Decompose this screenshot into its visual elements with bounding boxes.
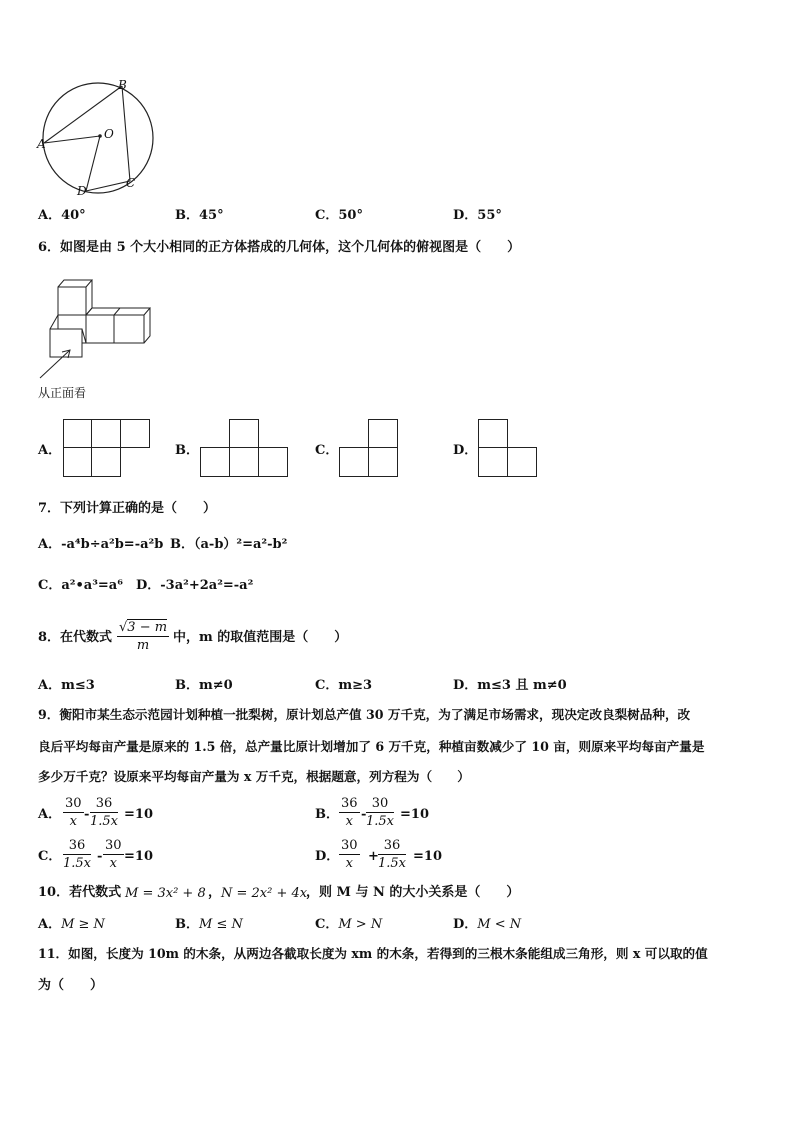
q9-b-op: - bbox=[361, 807, 367, 822]
fraction-denominator: m bbox=[136, 638, 150, 653]
q6-option-a-letter: A． bbox=[38, 443, 62, 458]
q7-stem: 7．下列计算正确的是（ ） bbox=[38, 501, 217, 516]
q9-a-rhs: =10 bbox=[124, 807, 153, 822]
q8-stem-after: 中，m 的取值范围是（ ） bbox=[173, 630, 348, 645]
q9-a-op: - bbox=[84, 807, 90, 822]
q9-b-rhs: =10 bbox=[400, 807, 429, 822]
q10-expr-n: N = 2x² + 4x bbox=[221, 886, 308, 901]
q8-option-a: A．m≤3 bbox=[38, 678, 95, 693]
label-c: C bbox=[126, 176, 136, 190]
q10-option-a: A．M ≥ N bbox=[38, 917, 105, 932]
q5-option-c: C．50° bbox=[315, 208, 363, 223]
q6-option-b-letter: B． bbox=[175, 443, 199, 458]
label-o: O bbox=[104, 127, 114, 141]
q8-sqrt-fraction bbox=[117, 620, 169, 653]
q6-option-c-letter: C． bbox=[315, 443, 339, 458]
q5-option-d: D．55° bbox=[453, 208, 502, 223]
label-a: A bbox=[37, 137, 46, 151]
q9-line-2: 良后平均每亩产量是原来的 1.5 倍，总产量比原计划增加了 6 万千克，种植亩数减少了 10 亩，则原来平均每亩产量是 bbox=[38, 739, 705, 754]
q7-option-d: D．-3a²+2a²=-a² bbox=[136, 578, 254, 593]
q9-c-frac-1: $\frac{36}{1.5x}$ bbox=[63, 838, 92, 871]
q10-option-c: C．M > N bbox=[315, 917, 383, 932]
q11-line-2: 为（ ） bbox=[38, 978, 104, 993]
q9-line-3: 多少万千克？设原来平均每亩产量为 x 万千克，根据题意，列方程为（ ） bbox=[38, 769, 470, 784]
q9-option-d-letter: D． bbox=[315, 849, 340, 864]
cubes-drawing bbox=[44, 270, 164, 380]
q9-a-frac-1: $\frac{30}{x}$ bbox=[65, 796, 82, 829]
q8-option-d: D．m≤3 且 m≠0 bbox=[453, 678, 567, 693]
q9-a-frac-2: $\frac{36}{1.5x}$ bbox=[90, 796, 119, 829]
q9-c-frac-2: $\frac{30}{x}$ bbox=[105, 838, 122, 871]
q9-option-a-letter: A． bbox=[38, 807, 62, 822]
label-d: D bbox=[77, 184, 87, 198]
q5-option-b: B．45° bbox=[175, 208, 224, 223]
q6-stem: 6．如图是由 5 个大小相同的正方体搭成的几何体，这个几何体的俯视图是（ ） bbox=[38, 240, 521, 255]
q10-stem-after: ，则 M 与 N 的大小关系是（ ） bbox=[306, 885, 520, 900]
q7-option-a: A．-a⁴b÷a²b=-a²b bbox=[38, 537, 164, 552]
label-b: B bbox=[118, 78, 127, 92]
q9-d-rhs: =10 bbox=[413, 849, 442, 864]
q7-option-c: C．a²•a³=a⁶ bbox=[38, 578, 123, 593]
q9-b-frac-1: $\frac{36}{x}$ bbox=[341, 796, 358, 829]
q9-option-b-letter: B． bbox=[315, 807, 339, 822]
q8-option-c: C．m≥3 bbox=[315, 678, 373, 693]
q5-option-a: A．40° bbox=[38, 208, 86, 223]
q9-c-op: - bbox=[97, 849, 103, 864]
q9-d-frac-1: $\frac{30}{x}$ bbox=[341, 838, 358, 871]
circle-diagram bbox=[38, 78, 198, 208]
q10-stem-before: 10．若代数式 bbox=[38, 885, 122, 900]
q10-option-b: B．M ≤ N bbox=[175, 917, 243, 932]
q11-line-1: 11．如图，长度为 10m 的木条，从两边各截取长度为 xm 的木条，若得到的三根木条能组成三角形，则 x 可以取的值 bbox=[38, 946, 708, 961]
q10-expr-m: M = 3x² + 8 bbox=[125, 886, 206, 901]
q10-sep: ， bbox=[208, 885, 222, 900]
q9-d-op: + bbox=[368, 849, 379, 864]
q9-d-frac-2: $\frac{36}{1.5x}$ bbox=[378, 838, 407, 871]
q10-option-d: D．M < N bbox=[453, 917, 522, 932]
view-direction-label: 从正面看 bbox=[38, 386, 87, 400]
q7-option-b: B．（a-b）²=a²-b² bbox=[170, 537, 288, 552]
q8-option-b: B．m≠0 bbox=[175, 678, 233, 693]
q6-option-d-letter: D． bbox=[453, 443, 478, 458]
q8-stem-before: 8．在代数式 bbox=[38, 630, 113, 645]
q9-c-rhs: =10 bbox=[124, 849, 153, 864]
q9-b-frac-2: $\frac{30}{1.5x}$ bbox=[366, 796, 395, 829]
q9-option-c-letter: C． bbox=[38, 849, 62, 864]
fraction-numerator: √3 − m bbox=[119, 620, 168, 635]
q9-line-1: 9．衡阳市某生态示范园计划种植一批梨树，原计划总产值 30 万千克，为了满足市场需求，现决定改良梨树品种，改 bbox=[38, 707, 691, 722]
